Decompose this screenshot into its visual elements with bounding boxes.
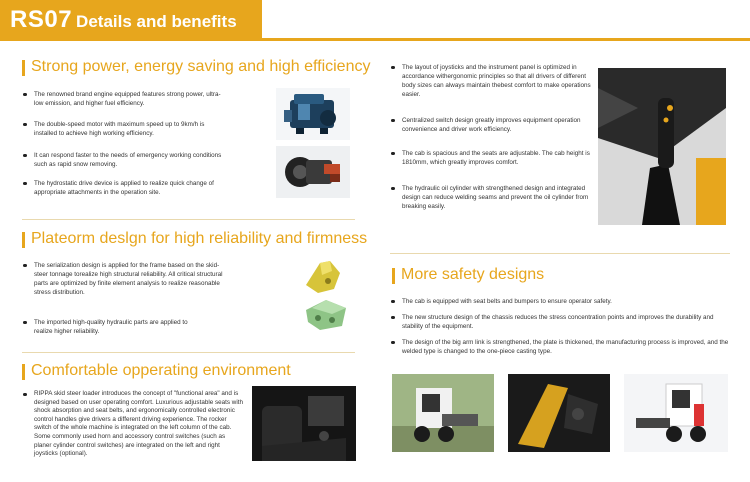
power-bullet-1: The renowned brand engine equipped features strong power, ultra-low emission, and higher fuel efficiency. [22, 90, 222, 108]
cab-bullet-1: The layout of joysticks and the instrument panel is optimized in accordance withergonomic principles so that all drivers of different body sizes can always maintain thebest comfort to make operations easier. [390, 63, 592, 99]
model-name: RS07 [10, 6, 73, 33]
page-title [10, 6, 237, 34]
cab-bullet-3: The cab is spacious and the seats are adjustable. The cab height is 1810mm, which greatly improves comfort. [390, 149, 592, 167]
loader-photo-1 [392, 374, 494, 452]
header-rule [262, 38, 750, 41]
page-subtitle: Details and benefits [76, 12, 237, 31]
safety-bullet-3: The design of the big arm link is strengthened, the plate is thickened, the manufacturing process is improved, and the welded type is changed to the one-piece casting type. [390, 338, 730, 356]
cab-bullet-2: Centralized switch design greatly improves equipment operation convenience and driver work efficiency. [390, 116, 592, 134]
divider [22, 219, 355, 220]
divider [22, 352, 355, 353]
motor-image [276, 146, 350, 198]
joystick-image [598, 68, 726, 225]
hydraulic-part-image [302, 296, 350, 334]
section-title-power: Strong power, energy saving and high efficiency [22, 58, 370, 76]
cab-interior-image [252, 386, 356, 461]
divider [390, 253, 730, 254]
loader-photo-3 [624, 374, 728, 452]
safety-bullet-1: The cab is equipped with seat belts and bumpers to ensure operator safety. [390, 297, 730, 306]
loader-photo-2 [508, 374, 610, 452]
power-bullet-4: The hydrostatic drive device is applied to realize quick change of appropriate attachments in the operation site. [22, 179, 222, 197]
cab-bullet-4: The hydraulic oil cylinder with strengthened design and integrated design can reduce welding seams and prevent the oil cylinder from breaking easily. [390, 184, 592, 211]
power-bullet-2: The double-speed motor with maximum speed up to 9km/h is installed to achieve high working efficiency. [22, 120, 222, 138]
section-title-safety: More safety designs [392, 266, 544, 284]
section-title-platform: Plateorm deslgn for high reliability and firmness [22, 230, 367, 248]
frame-part-image [300, 255, 348, 297]
comfort-bullet: RIPPA skid steer loader introduces the concept of "functional area" and is designed based on user operating comfort. Luxurious adjustable seats with shock absorption and seat belts, and ergonomically controlled electronic control handles give drivers a different driving experience. The rocker switch of the whole machine is integrated on the left column of the cab. Some commonly used horn and accessory control switches (such as planer cylinder control switches) are integrated on the left and right joysticks (optional). [22, 390, 244, 459]
engine-image [276, 88, 350, 140]
platform-bullet-1: The serialization design is applied for the frame based on the skid-steer tonnage torealize high structural reliability. All critical structural parts are optimized by finite element analysis to realize reasonable stress distribution. [22, 261, 230, 297]
safety-bullet-2: The new structure design of the chassis reduces the stress concentration points and improves the durability and stability of the equipment. [390, 313, 730, 331]
platform-bullet-2: The imported high-quality hydraulic parts are applied to realize higher reliability. [22, 318, 206, 336]
power-bullet-3: It can respond faster to the needs of emergency working conditions such as rapid snow removing. [22, 151, 222, 169]
section-title-comfort: Comfortable opperating environment [22, 362, 291, 380]
